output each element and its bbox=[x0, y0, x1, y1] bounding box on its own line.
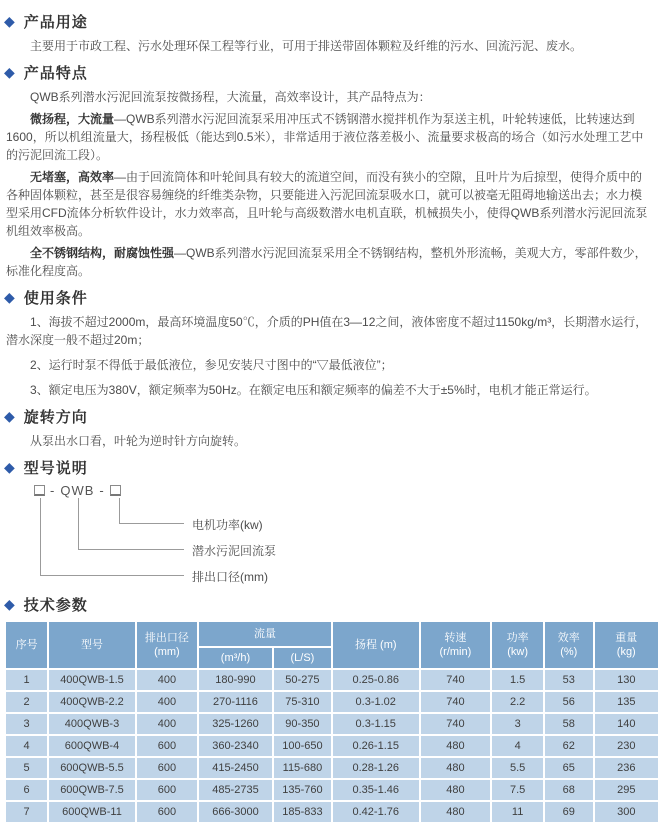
table-cell: 480 bbox=[421, 802, 491, 822]
table-cell: 0.26-1.15 bbox=[333, 736, 419, 756]
table-cell: 5.5 bbox=[492, 758, 543, 778]
section-title bbox=[4, 457, 658, 478]
diamond-bullet-icon: ◆ bbox=[4, 459, 16, 475]
table-cell: 185-833 bbox=[274, 802, 331, 822]
table-cell: 135 bbox=[595, 692, 658, 712]
section-title bbox=[4, 11, 658, 32]
table-cell: 480 bbox=[421, 780, 491, 800]
diamond-bullet-icon: ◆ bbox=[4, 13, 16, 29]
table-cell: 100-650 bbox=[274, 736, 331, 756]
diamond-bullet-icon: ◆ bbox=[4, 408, 16, 424]
feature-point-label: 无堵塞，高效率 bbox=[30, 170, 115, 184]
table-cell: 400QWB-2.2 bbox=[49, 692, 135, 712]
table-row bbox=[6, 780, 658, 800]
col-header-outlet: 排出口径 (mm) bbox=[137, 622, 197, 668]
condition-item: 2、运行时泵不得低于最低液位，参见安装尺寸图中的“▽最低液位”； bbox=[30, 358, 393, 372]
table-cell: 740 bbox=[421, 692, 491, 712]
table-cell: 7 bbox=[6, 802, 47, 822]
diamond-bullet-icon: ◆ bbox=[4, 289, 16, 305]
condition-item: 1、海拔不超过2000m，最高环境温度50℃，介质的PH值在3—12之间，液体密度不超过1150kg/m³，长期潜水运行，潜水深度一般不超过20m； bbox=[6, 315, 648, 347]
table-row bbox=[6, 736, 658, 756]
section-usage bbox=[2, 11, 658, 55]
table-cell: 600 bbox=[137, 736, 197, 756]
table-cell: 68 bbox=[545, 780, 593, 800]
table-cell: 0.25-0.86 bbox=[333, 670, 419, 690]
col-header-power: 功率 (kw) bbox=[492, 622, 543, 668]
model-connector-line bbox=[78, 549, 184, 550]
diamond-bullet-icon: ◆ bbox=[4, 64, 16, 80]
model-dash: - bbox=[50, 483, 56, 498]
col-header-head: 扬程 (m) bbox=[333, 622, 419, 668]
section-title bbox=[4, 406, 658, 427]
feature-point bbox=[6, 110, 652, 164]
table-cell: 11 bbox=[492, 802, 543, 822]
table-cell: 400 bbox=[137, 692, 197, 712]
table-cell: 740 bbox=[421, 670, 491, 690]
condition-item: 3、额定电压为380V，额定频率为50Hz。在额定电压和额定频率的偏差不大于±5%时，电机才能正常运行。 bbox=[30, 383, 597, 397]
table-cell: 600 bbox=[137, 802, 197, 822]
model-connector-line bbox=[78, 498, 79, 549]
table-cell: 2.2 bbox=[492, 692, 543, 712]
table-cell: 53 bbox=[545, 670, 593, 690]
table-cell: 295 bbox=[595, 780, 658, 800]
table-cell: 135-760 bbox=[274, 780, 331, 800]
table-row bbox=[6, 714, 658, 734]
table-cell: 75-310 bbox=[274, 692, 331, 712]
section-rotation bbox=[2, 406, 658, 450]
table-row bbox=[6, 692, 658, 712]
table-cell: 3 bbox=[6, 714, 47, 734]
features-intro: QWB系列潜水污泥回流泵按微扬程，大流量，高效率设计，其产品特点为： bbox=[30, 90, 431, 104]
col-header-efficiency: 效率 (%) bbox=[545, 622, 593, 668]
feature-point-label: 微扬程，大流量 bbox=[30, 112, 115, 126]
model-code bbox=[34, 483, 121, 498]
model-connector-line bbox=[119, 498, 120, 523]
table-cell: 4 bbox=[6, 736, 47, 756]
table-cell: 180-990 bbox=[199, 670, 272, 690]
model-placeholder-box-right bbox=[110, 485, 121, 496]
section-title bbox=[4, 62, 658, 83]
table-cell: 2 bbox=[6, 692, 47, 712]
table-cell: 485-2735 bbox=[199, 780, 272, 800]
table-cell: 325-1260 bbox=[199, 714, 272, 734]
table-cell: 69 bbox=[545, 802, 593, 822]
table-cell: 740 bbox=[421, 714, 491, 734]
table-cell: 236 bbox=[595, 758, 658, 778]
table-cell: 6 bbox=[6, 780, 47, 800]
section-title-text: 旋转方向 bbox=[23, 409, 88, 426]
section-title bbox=[4, 287, 658, 308]
section-features bbox=[2, 62, 658, 280]
table-cell: 0.35-1.46 bbox=[333, 780, 419, 800]
feature-point-text: —QWB系列潜水污泥回流泵采用全不锈钢结构，整机外形流畅，美观大方，零部件数少，标准化程度高。 bbox=[6, 246, 647, 278]
table-row bbox=[6, 670, 658, 690]
table-cell: 600QWB-7.5 bbox=[49, 780, 135, 800]
col-header-flow-group: 流量 bbox=[199, 622, 331, 646]
col-header-speed: 转速 (r/min) bbox=[421, 622, 491, 668]
table-cell: 140 bbox=[595, 714, 658, 734]
model-label: 电机功率(kw) bbox=[192, 518, 263, 532]
section-title bbox=[4, 594, 658, 615]
feature-point-text: —由于回流筒体和叶轮间具有较大的流道空间，而没有狭小的空隙，且叶片为后掠型，使得介质中的各种固体颗粒，甚至是很容易缠绕的纤维类杂物，只要能进入污泥回流泵吸水口，就可以被毫无阻碍地输送出去；水力模型采用CFD流体分析软件设计，水力效率高，且叶轮与高级数潜水电机直联，机械损失小，使得QWB系列潜水污泥回流泵机组效率极高。 bbox=[6, 170, 648, 238]
table-cell: 270-1116 bbox=[199, 692, 272, 712]
model-connector-line bbox=[40, 498, 41, 575]
table-cell: 600QWB-5.5 bbox=[49, 758, 135, 778]
table-cell: 400 bbox=[137, 670, 197, 690]
table-cell: 65 bbox=[545, 758, 593, 778]
table-cell: 480 bbox=[421, 736, 491, 756]
table-cell: 415-2450 bbox=[199, 758, 272, 778]
col-header-index: 序号 bbox=[6, 622, 47, 668]
table-row bbox=[6, 758, 658, 778]
col-header-weight: 重量 (kg) bbox=[595, 622, 658, 668]
table-cell: 400QWB-3 bbox=[49, 714, 135, 734]
table-cell: 300 bbox=[595, 802, 658, 822]
table-cell: 600QWB-4 bbox=[49, 736, 135, 756]
specs-table bbox=[4, 620, 660, 824]
table-cell: 230 bbox=[595, 736, 658, 756]
model-placeholder-box-left bbox=[34, 485, 45, 496]
table-cell: 1.5 bbox=[492, 670, 543, 690]
col-header-flow-m3h: (m³/h) bbox=[199, 648, 272, 668]
model-label: 排出口径(mm) bbox=[192, 570, 268, 584]
table-cell: 360-2340 bbox=[199, 736, 272, 756]
table-cell: 56 bbox=[545, 692, 593, 712]
model-connector-line bbox=[119, 523, 184, 524]
table-cell: 90-350 bbox=[274, 714, 331, 734]
table-cell: 58 bbox=[545, 714, 593, 734]
section-conditions bbox=[2, 287, 658, 399]
rotation-paragraph: 从泵出水口看，叶轮为逆时针方向旋转。 bbox=[30, 434, 247, 448]
col-header-flow-ls: (L/S) bbox=[274, 648, 331, 668]
table-cell: 0.28-1.26 bbox=[333, 758, 419, 778]
section-model bbox=[2, 457, 658, 587]
table-cell: 600QWB-11 bbox=[49, 802, 135, 822]
table-cell: 62 bbox=[545, 736, 593, 756]
feature-point bbox=[6, 244, 652, 280]
section-title-text: 产品用途 bbox=[23, 14, 88, 31]
table-cell: 7.5 bbox=[492, 780, 543, 800]
table-cell: 600 bbox=[137, 758, 197, 778]
model-label: 潜水污泥回流泵 bbox=[192, 544, 277, 558]
section-title-text: 产品特点 bbox=[23, 65, 88, 82]
table-cell: 5 bbox=[6, 758, 47, 778]
diamond-bullet-icon: ◆ bbox=[4, 596, 16, 612]
table-row bbox=[6, 802, 658, 822]
section-title-text: 型号说明 bbox=[23, 460, 88, 477]
table-cell: 3 bbox=[492, 714, 543, 734]
table-cell: 0.3-1.15 bbox=[333, 714, 419, 734]
table-cell: 4 bbox=[492, 736, 543, 756]
table-cell: 0.42-1.76 bbox=[333, 802, 419, 822]
table-cell: 1 bbox=[6, 670, 47, 690]
feature-point-label: 全不锈钢结构，耐腐蚀性强 bbox=[30, 246, 175, 260]
section-title-text: 技术参数 bbox=[23, 597, 88, 614]
table-cell: 666-3000 bbox=[199, 802, 272, 822]
table-cell: 0.3-1.02 bbox=[333, 692, 419, 712]
table-cell: 600 bbox=[137, 780, 197, 800]
model-diagram bbox=[34, 483, 658, 587]
feature-point-text: —QWB系列潜水污泥回流泵采用冲压式不锈钢潜水搅拌机作为泵送主机，叶轮转速低，比转速达到1600，所以机组流量大，扬程极低（能达到0.5米），非常适用于液位落差极小、流量要求极高的场合（如污水处理工艺中的污泥回流工段）。 bbox=[6, 112, 644, 162]
table-cell: 400 bbox=[137, 714, 197, 734]
col-header-model: 型号 bbox=[49, 622, 135, 668]
usage-paragraph: 主要用于市政工程、污水处理环保工程等行业，可用于排送带固体颗粒及纤维的污水、回流污泥、废水。 bbox=[30, 39, 583, 53]
section-specs bbox=[2, 594, 658, 824]
table-cell: 115-680 bbox=[274, 758, 331, 778]
section-title-text: 使用条件 bbox=[23, 290, 88, 307]
table-cell: 480 bbox=[421, 758, 491, 778]
specs-table-body bbox=[6, 670, 658, 822]
table-cell: 50-275 bbox=[274, 670, 331, 690]
model-connector-line bbox=[40, 575, 184, 576]
model-dash: - bbox=[99, 483, 105, 498]
table-cell: 130 bbox=[595, 670, 658, 690]
feature-point bbox=[6, 168, 652, 240]
table-cell: 400QWB-1.5 bbox=[49, 670, 135, 690]
model-series-code: QWB bbox=[60, 483, 95, 498]
